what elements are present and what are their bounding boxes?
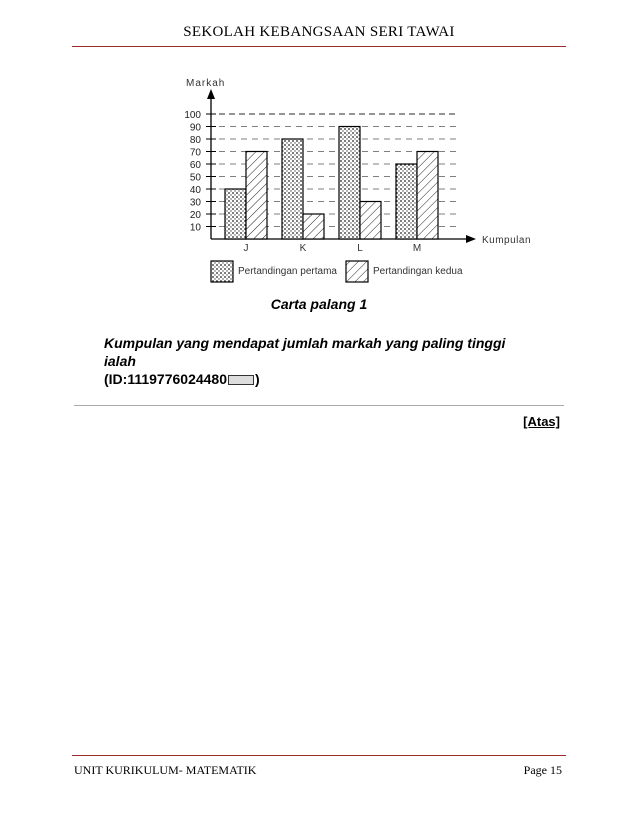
y-tick-label: 50 [189, 172, 201, 184]
x-tick-label: M [412, 243, 422, 254]
bar-J-kedua [246, 152, 267, 240]
footer-page-number: Page 15 [523, 763, 562, 777]
page-header-title: SEKOLAH KEBANGSAAN SERI TAWAI [183, 24, 455, 40]
x-axis-arrow [466, 235, 476, 243]
legend-label: Pertandingan pertama [238, 266, 337, 277]
bar-chart [0, 0, 638, 300]
footer-divider [72, 755, 566, 756]
x-tick-label: L [357, 243, 363, 254]
bar-M-kedua [417, 152, 438, 240]
y-tick-label: 40 [189, 185, 201, 196]
question-text [104, 334, 574, 388]
bar-K-kedua [303, 214, 324, 239]
question-id: (ID:1119776024480 [104, 371, 227, 387]
footer-unit: UNIT KURIKULUM- MATEMATIK [74, 763, 257, 777]
y-tick-label: 10 [189, 222, 201, 234]
y-tick-label: 80 [189, 135, 201, 146]
y-axis-arrow [207, 89, 215, 99]
bar-K-pertama [282, 139, 303, 239]
y-tick-label: 70 [189, 147, 201, 159]
x-tick-label: J [243, 243, 249, 254]
bar-M-pertama [396, 164, 417, 239]
y-tick-label: 60 [189, 160, 201, 171]
question-id-close: ) [255, 371, 260, 387]
x-axis-title: Kumpulan [482, 235, 532, 246]
x-tick-label: K [299, 243, 307, 254]
y-tick-label: 90 [189, 122, 201, 134]
section-divider [74, 405, 564, 406]
bar-L-pertama [339, 127, 360, 240]
y-tick-label: 20 [189, 210, 201, 221]
legend-swatch-kedua [346, 261, 368, 282]
atas-link[interactable]: [Atas] [523, 414, 560, 429]
y-axis-title: Markah [186, 78, 226, 89]
question-line-1: Kumpulan yang mendapat jumlah markah yang paling tinggi [104, 335, 506, 351]
question-line-2: ialah [104, 353, 136, 369]
chart-caption: Carta palang 1 [270, 296, 368, 312]
y-tick-label: 100 [184, 110, 201, 121]
bar-J-pertama [225, 189, 246, 239]
y-tick-label: 30 [189, 197, 201, 209]
legend-label: Pertandingan kedua [373, 266, 463, 277]
legend-swatch-pertama [211, 261, 233, 282]
bar-L-kedua [360, 202, 381, 240]
question-id-line [104, 370, 574, 388]
answer-field-icon[interactable] [228, 375, 254, 385]
